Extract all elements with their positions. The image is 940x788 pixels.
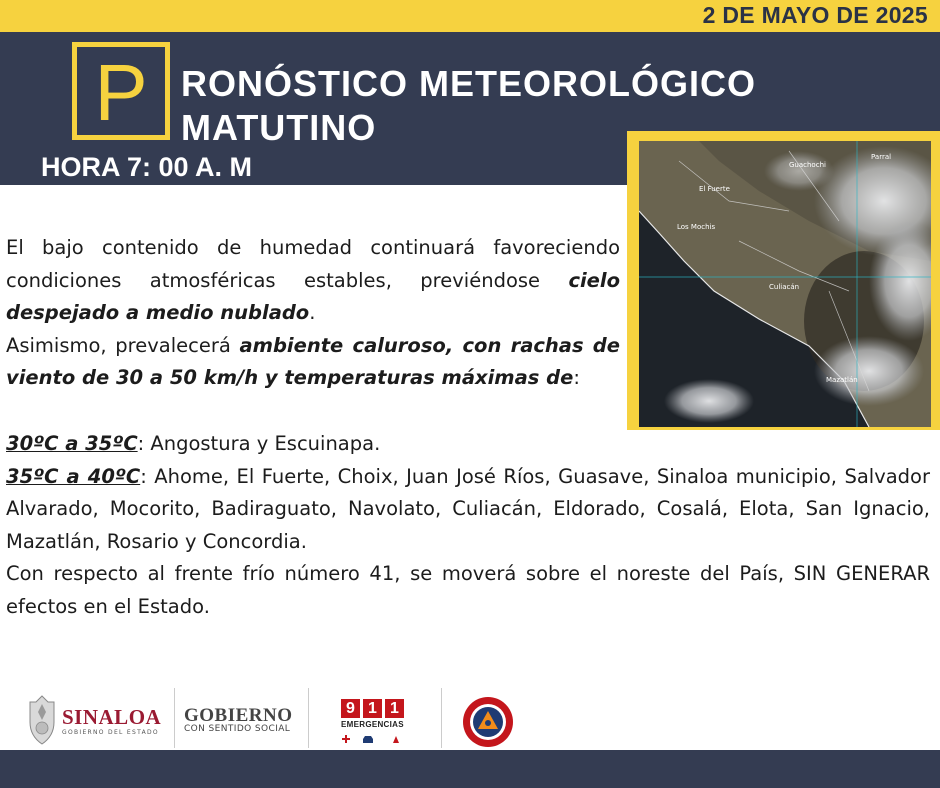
digit-9: 9	[341, 699, 360, 718]
satellite-image-frame	[627, 131, 940, 430]
forecast-paragraph-1	[6, 232, 620, 330]
gobierno-logo-subtitle: CON SENTIDO SOCIAL	[184, 724, 291, 734]
temp-range-2-label: 35ºC a 40ºC	[6, 464, 141, 488]
proteccion-civil-emblem-icon	[462, 696, 514, 748]
logo-strip	[0, 688, 940, 748]
logo-divider-1	[174, 688, 175, 748]
temp-range-2-places: : Ahome, El Fuerte, Choix, Juan José Ríos, Guasave, Sinaloa municipio, Salvador Alvarado, Mocorito, Badiraguato, Navolato, Culiacán, Eldorado, Cosalá, Elota, San Ignacio, Mazatlán, Rosario y Concordia.	[6, 464, 931, 553]
emergencias-911-logo	[341, 699, 405, 748]
top-bar	[0, 0, 940, 32]
forecast-details	[6, 428, 930, 623]
emergency-digits	[341, 699, 405, 718]
logo-divider-2	[308, 688, 309, 748]
p2-end: :	[573, 366, 580, 389]
initial-letter: P	[94, 48, 148, 137]
cold-front-paragraph: Con respecto al frente frío número 41, se moverá sobre el noreste del País, SIN GENERAR efectos en el Estado.	[6, 562, 930, 618]
gobierno-logo-text: GOBIERNO	[184, 705, 293, 726]
digit-1b: 1	[385, 699, 404, 718]
temp-range-2	[6, 461, 930, 559]
sinaloa-logo-text: SINALOA	[62, 705, 162, 729]
title-line-2: MATUTINO	[181, 107, 377, 148]
map-label-el-fuerte: El Fuerte	[699, 185, 730, 193]
p1-emphasis: cielo despejado a medio nublado	[6, 268, 620, 324]
map-label-culiacan: Culiacán	[769, 283, 800, 291]
bottom-bar	[0, 750, 940, 788]
p2-text: Asimismo, prevalecerá	[6, 333, 240, 357]
forecast-paragraph-2	[6, 330, 620, 395]
satellite-map-image	[639, 141, 931, 427]
emergency-services-icons	[341, 734, 405, 744]
forecast-intro	[6, 232, 620, 395]
temp-range-1	[6, 428, 930, 461]
map-label-los-mochis: Los Mochis	[677, 223, 716, 231]
temp-range-1-places: : Angostura y Escuinapa.	[137, 432, 381, 455]
emergencias-label: EMERGENCIAS	[341, 720, 404, 729]
initial-box	[72, 42, 170, 140]
temp-range-1-label: 30ºC a 35ºC	[6, 432, 138, 455]
map-label-parral: Parral	[871, 153, 892, 161]
sinaloa-logo-subtitle: GOBIERNO DEL ESTADO	[62, 729, 159, 736]
map-label-mazatlan: Mazatlán	[826, 376, 858, 384]
logo-divider-3	[441, 688, 442, 748]
digit-1a: 1	[363, 699, 382, 718]
time-label: HORA 7: 00 A. M	[41, 152, 253, 182]
map-label-guachochi: Guachochi	[789, 161, 826, 169]
p2-emphasis: ambiente caluroso, con rachas de viento de 30 a 50 km/h y temperaturas máximas de	[6, 333, 620, 389]
p1-end: .	[309, 301, 316, 324]
sinaloa-emblem-icon	[24, 694, 60, 746]
date-label: 2 DE MAYO DE 2025	[702, 2, 928, 28]
p1-text: El bajo contenido de humedad continuará favoreciendo condiciones atmosféricas estables, previéndose	[6, 236, 620, 292]
title-line-1: RONÓSTICO METEOROLÓGICO	[181, 63, 757, 104]
